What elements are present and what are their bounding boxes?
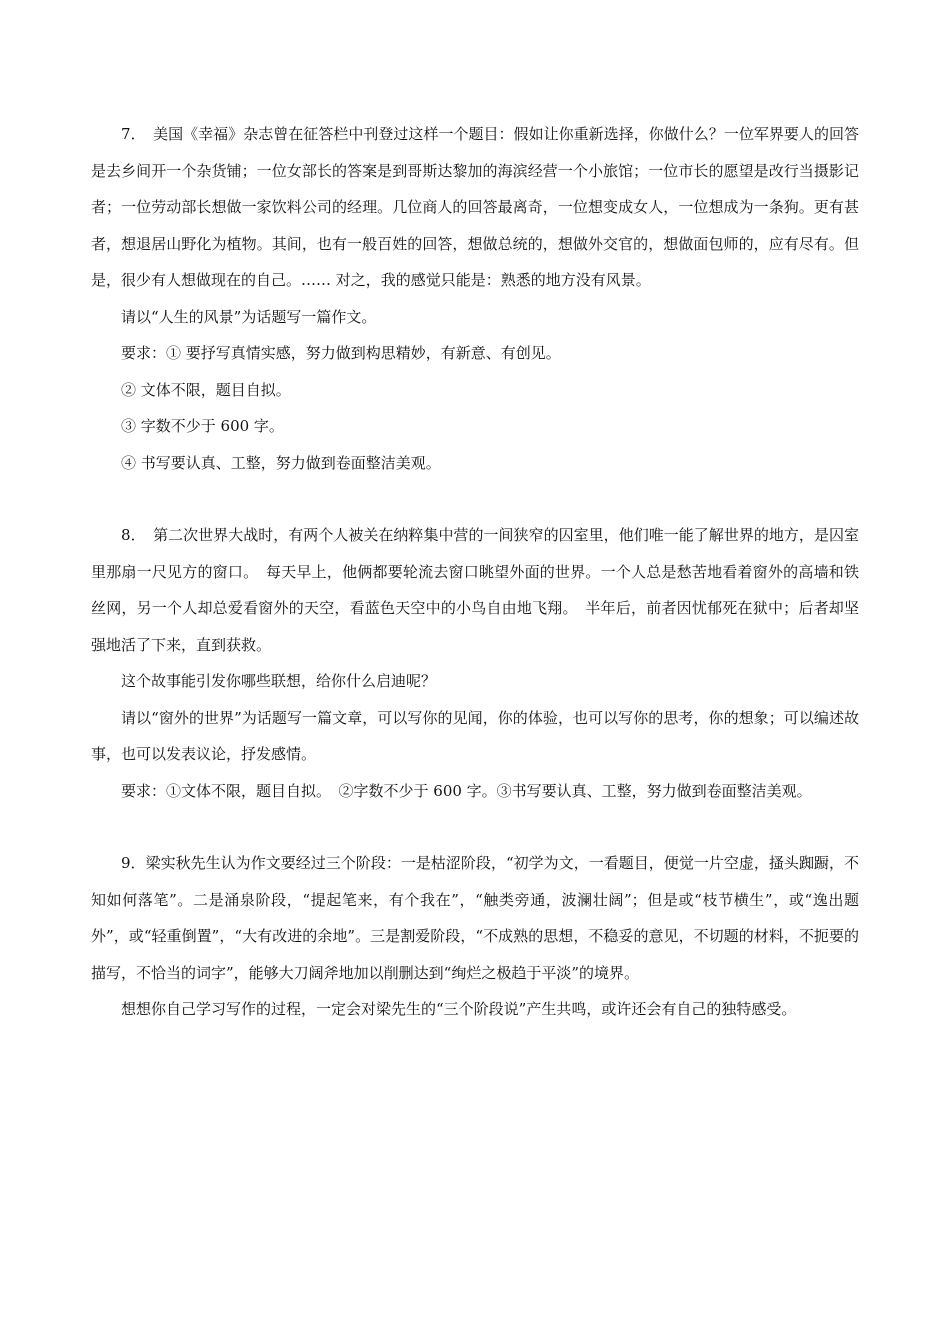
q7-prompt: 7． 美国《幸福》杂志曾在征答栏中刊登过这样一个题目：假如让你重新选择，你做什么？一位军界要人的回答是去乡间开一个杂货铺；一位女部长的答案是到哥斯达黎加的海滨经营一个小旅馆；一位市长的愿望是改行当摄影记者；一位劳动部长想做一家饮料公司的经理。几位商人的回答最离奇，一位想变成女人，一位想成为一条狗。更有甚者，想退居山野化为植物。其间，也有一般百姓的回答，想做总统的，想做外交官的，想做面包师的，应有尽有。但是，很少有人想做现在的自己。…… 对之，我的感觉只能是：熟悉的地方没有风景。 [91, 125, 859, 289]
q9-prompt: 9．梁实秋先生认为作文要经过三个阶段：一是枯涩阶段，“初学为文，一看题目，便觉一片空虚，搔头踟蹰，不知如何落笔”。二是涌泉阶段，“提起笔来，有个我在”，“触类旁通，波澜壮阔”；但是或“枝节横生”，或“逸出题外”，或“轻重倒置”，“大有改进的余地”。三是割爱阶段，“不成熟的思想，不稳妥的意见，不切题的材料，不扼要的描写，不恰当的词字”，能够大刀阔斧地加以削删达到“绚烂之极趋于平淡”的境界。 [91, 854, 859, 982]
spacer [91, 809, 859, 845]
q7-task: 请以“人生的风景”为话题写一篇作文。 [121, 307, 377, 326]
q7-requirement-2: ② 文体不限，题目自拟。 [121, 380, 291, 399]
q7-requirement-3: ③ 字数不少于 600 字。 [121, 417, 284, 435]
q7-requirement-1: 要求：① 要抒写真情实感，努力做到构思精妙，有新意、有创见。 [121, 344, 561, 362]
q9-reflection: 想想你自己学习写作的过程，一定会对梁先生的“三个阶段说”产生共鸣，或许还会有自己的独特感受。 [121, 1000, 797, 1018]
q7-requirement-4: ④ 书写要认真、工整，努力做到卷面整洁美观。 [121, 453, 441, 472]
q8-requirements: 要求：①文体不限，题目自拟。 ②字数不少于 600 字。③书写要认真、工整，努力做到卷面整洁美观。 [121, 781, 812, 800]
q8-task: 请以“窗外的世界”为话题写一篇文章，可以写你的见闻，你的体验，也可以写你的思考，你的想象；可以编述故事，也可以发表议论，抒发感情。 [91, 708, 859, 763]
q8-prompt: 8． 第二次世界大战时，有两个人被关在纳粹集中营的一间狭窄的囚室里，他们唯一能了解世界的地方，是囚室里那扇一尺见方的窗口。 每天早上，他俩都要轮流去窗口眺望外面的世界。一个人总是愁苦地看着窗外的高墙和铁丝网，另一个人却总爱看窗外的天空，看蓝色天空中的小鸟自由地飞翔。 半年后，前者因忧郁死在狱中；后者却坚强地活了下来，直到获救。 [91, 526, 859, 654]
document-page [91, 116, 859, 1028]
q8-question: 这个故事能引发你哪些联想，给你什么启迪呢？ [121, 672, 437, 690]
spacer [91, 481, 859, 517]
